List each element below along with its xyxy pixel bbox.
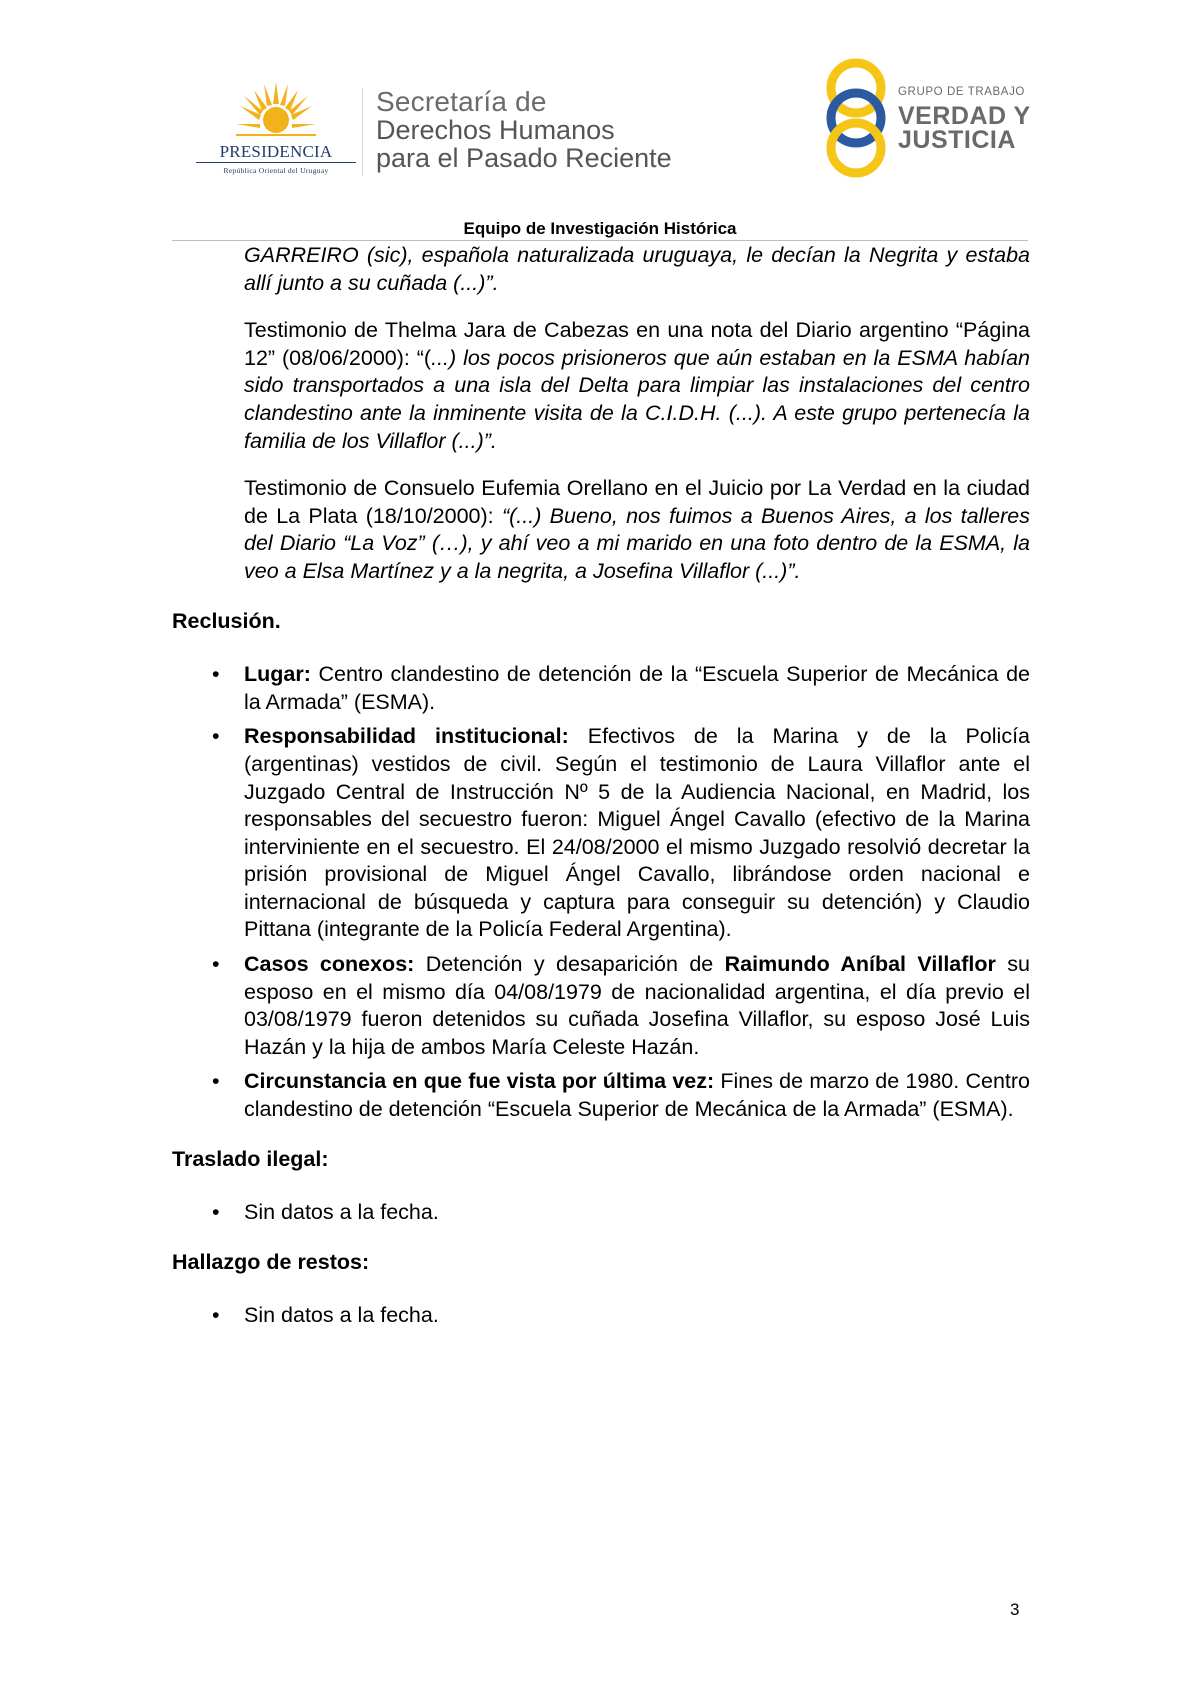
thelma-quote: ...) los pocos prisioneros que aún estaban en la ESMA habían sido transportados a una isla del Delta para limpiar las instalaciones del centro clandestino ante la inminente visita de la C.I.D.H. (...). A este grupo pertenecía la familia de los Villaflor (...)”. [244,345,1030,453]
sun-icon [236,80,316,142]
presidencia-subtitle: República Oriental del Uruguay [223,166,329,175]
presidencia-logo [196,80,356,180]
hallazgo-list [172,1302,1030,1330]
circunstancia-label: Circunstancia en que fue vista por última vez: [244,1069,715,1094]
responsabilidad-text: Efectivos de la Marina y de la Policía (argentinas) vestidos de civil. Según el testimonio de Laura Villaflor ante el Juzgado Central de Instrucción Nº 5 de la Audiencia Nacional, en Madrid, los responsables del secuestro fueron: Miguel Ángel Cavallo (efectivo de la Marina interviniente en el secuestro. El 24/08/2000 el mismo Juzgado resolvió decretar la prisión provisional de Miguel Ángel Cavallo, librándose orden nacional e internacional de búsqueda y captura para conseguir su detención) y Claudio Pittana (integrante de la Policía Federal Argentina). [244,724,1030,942]
consuelo-quote: “(...) Bueno, nos fuimos a Buenos Aires, a los talleres del Diario “La Voz” (…), y ahí veo a mi marido en una foto dentro de la ESMA, la veo a Elsa Martínez y a la negrita, a Josefina Villaflor (...)”. [244,503,1030,583]
secretaria-line-3: para el Pasado Reciente [376,143,672,173]
justicia-label: JUSTICIA [898,126,1016,154]
list-item-casos-conexos [172,951,1030,1061]
responsabilidad-label: Responsabilidad institucional: [244,724,569,749]
secretaria-name [376,88,672,172]
casos-text-b: su esposo en el mismo día 04/08/1979 de nacionalidad argentina, el día previo el 03/08/1979 fueron detenidos su cuñada Josefina Villaflor, su esposo José Luis Hazán y la hija de ambos María Celeste Hazán. [244,952,1030,1059]
grupo-trabajo-label: GRUPO DE TRABAJO [898,86,1025,98]
logo-divider [362,88,363,176]
page-number: 3 [1010,1600,1020,1619]
casos-text-a: Detención y desaparición de [414,952,725,977]
thelma-intro: Testimonio de Thelma Jara de Cabezas en una nota del Diario argentino “Página 12” (08/06/2000): “( [244,318,1030,370]
lugar-text: Centro clandestino de detención de la “Escuela Superior de Mecánica de la Armada” (ESMA). [244,662,1030,714]
traslado-text: Sin datos a la fecha. [244,1200,439,1225]
traslado-list [172,1199,1030,1227]
bullet-icon: • [212,662,220,687]
list-item-hallazgo [172,1302,1030,1330]
team-title: Equipo de Investigación Histórica [463,219,737,238]
paragraph-garreiro-text: GARREIRO (sic), española naturalizada uruguaya, le decían la Negrita y estaba allí junto a su cuñada (...)”. [244,243,1030,295]
chain-rings-icon [822,56,894,180]
verdad-justicia-logo [822,56,1032,180]
paragraph-consuelo-orellano [244,475,1030,585]
casos-label: Casos conexos: [244,952,415,977]
lugar-label: Lugar: [244,662,311,687]
bullet-icon: • [212,1200,220,1225]
list-item-circunstancia [172,1068,1030,1123]
secretaria-line-1: Secretaría de [376,86,547,117]
document-body [172,242,1030,1337]
list-item-responsabilidad [172,723,1030,944]
presidencia-divider [196,162,356,163]
bullet-icon: • [212,1303,220,1328]
casos-bold-name: Raimundo Aníbal Villaflor [724,952,996,977]
list-item-traslado [172,1199,1030,1227]
reclusion-list [172,661,1030,1124]
circunstancia-text: Fines de marzo de 1980. Centro clandestino de detención “Escuela Superior de Mecánica de la Armada” (ESMA). [244,1069,1030,1122]
page-header [0,0,1190,240]
consuelo-intro: Testimonio de Consuelo Eufemia Orellano en el Juicio por La Verdad en la ciudad de La Plata (18/10/2000): [244,476,1030,528]
heading-reclusion: Reclusión. [172,608,281,633]
verdad-label: VERDAD Y [898,102,1031,130]
heading-traslado: Traslado ilegal: [172,1146,329,1171]
list-item-lugar [172,661,1030,716]
header-rule [172,240,1028,241]
paragraph-thelma-jara [244,317,1030,455]
bullet-icon: • [212,724,220,749]
secretaria-line-2: Derechos Humanos [376,115,615,145]
bullet-icon: • [212,952,220,977]
paragraph-garreiro [244,242,1030,297]
presidencia-title: PRESIDENCIA [219,142,333,161]
heading-hallazgo: Hallazgo de restos: [172,1249,370,1274]
hallazgo-text: Sin datos a la fecha. [244,1303,439,1328]
bullet-icon: • [212,1069,220,1094]
